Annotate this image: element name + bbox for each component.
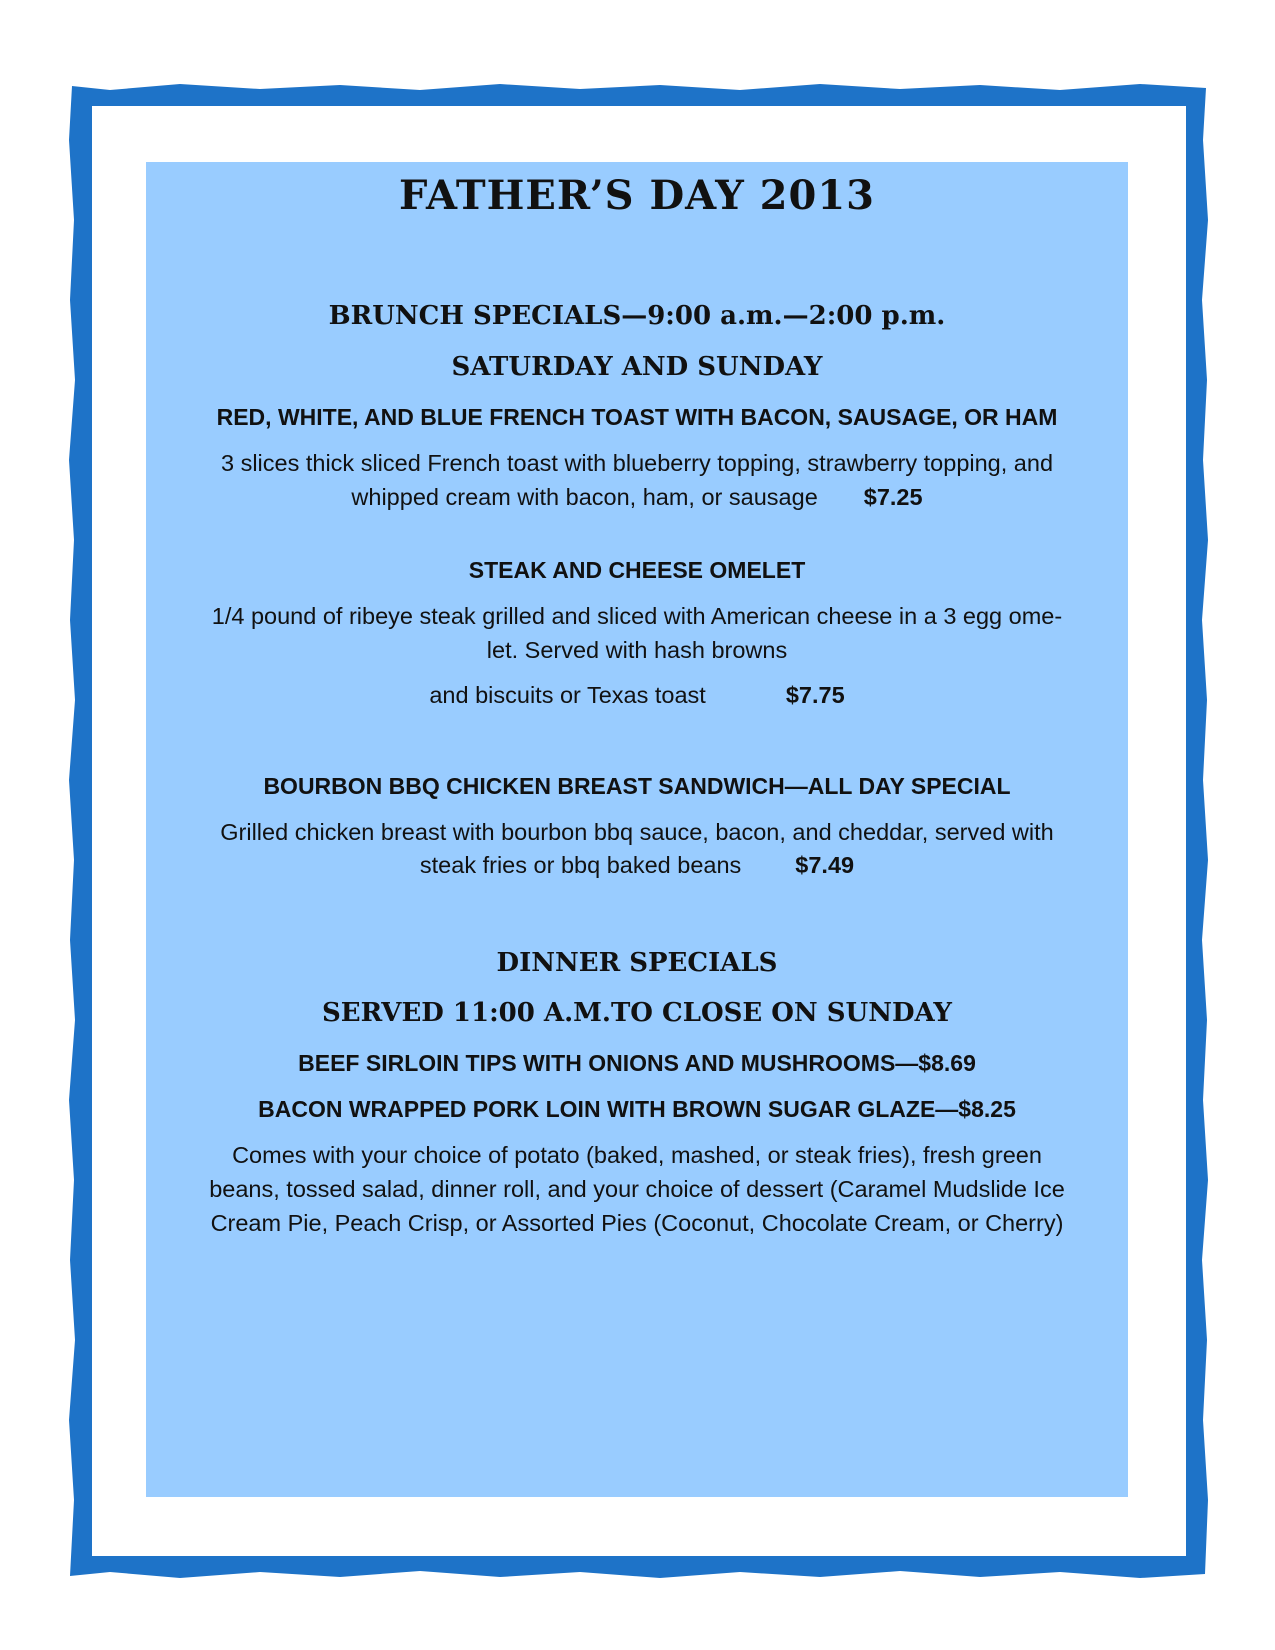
pork-loin-item: BACON WRAPPED PORK LOIN WITH BROWN SUGAR GLAZE—$8.25: [258, 1096, 1016, 1122]
page-title: FATHER’S DAY 2013: [398, 172, 876, 219]
dinner-served: SERVED 11:00 A.M.TO CLOSE ON SUNDAY: [322, 998, 952, 1028]
omelet-desc-text: and biscuits or Texas toast: [429, 682, 706, 708]
french-toast-title: RED, WHITE, AND BLUE FRENCH TOAST WITH BACON, SAUSAGE, OR HAM: [216, 404, 1058, 430]
french-toast-desc-text: whipped cream with bacon, ham, or sausage: [351, 484, 818, 510]
bbq-sandwich-price: $7.49: [795, 852, 855, 878]
omelet-desc-line3: [146, 682, 1128, 709]
bbq-sandwich-desc-line1: Grilled chicken breast with bourbon bbq sauce, bacon, and cheddar, served with: [220, 819, 1054, 845]
omelet-price: $7.75: [785, 682, 845, 708]
sirloin-tips-item: BEEF SIRLOIN TIPS WITH ONIONS AND MUSHROOMS—$8.69: [298, 1050, 976, 1076]
dinner-desc-line1: Comes with your choice of potato (baked, mashed, or steak fries), fresh green: [232, 1142, 1042, 1168]
brunch-days: SATURDAY AND SUNDAY: [451, 352, 823, 382]
menu-panel: [146, 162, 1128, 1497]
french-toast-desc-line2: [146, 484, 1128, 511]
omelet-title: STEAK AND CHEESE OMELET: [468, 557, 806, 583]
bbq-sandwich-title: BOURBON BBQ CHICKEN BREAST SANDWICH—ALL DAY SPECIAL: [263, 773, 1011, 799]
french-toast-price: $7.25: [863, 484, 923, 510]
french-toast-desc-line1: 3 slices thick sliced French toast with blueberry topping, strawberry topping, and: [220, 450, 1054, 476]
dinner-desc-line3: Cream Pie, Peach Crisp, or Assorted Pies (Coconut, Chocolate Cream, or Cherry): [210, 1210, 1064, 1236]
brunch-heading: BRUNCH SPECIALS—9:00 a.m.—2:00 p.m.: [328, 301, 946, 331]
omelet-desc-line1: 1/4 pound of ribeye steak grilled and sliced with American cheese in a 3 egg ome-: [211, 603, 1063, 629]
bbq-sandwich-desc-text: steak fries or bbq baked beans: [419, 852, 742, 878]
omelet-desc-line2: let. Served with hash browns: [486, 637, 788, 663]
dinner-heading: DINNER SPECIALS: [496, 948, 778, 978]
dinner-desc-line2: beans, tossed salad, dinner roll, and your choice of dessert (Caramel Mudslide Ice: [209, 1176, 1065, 1202]
bbq-sandwich-desc-line2: [146, 852, 1128, 879]
